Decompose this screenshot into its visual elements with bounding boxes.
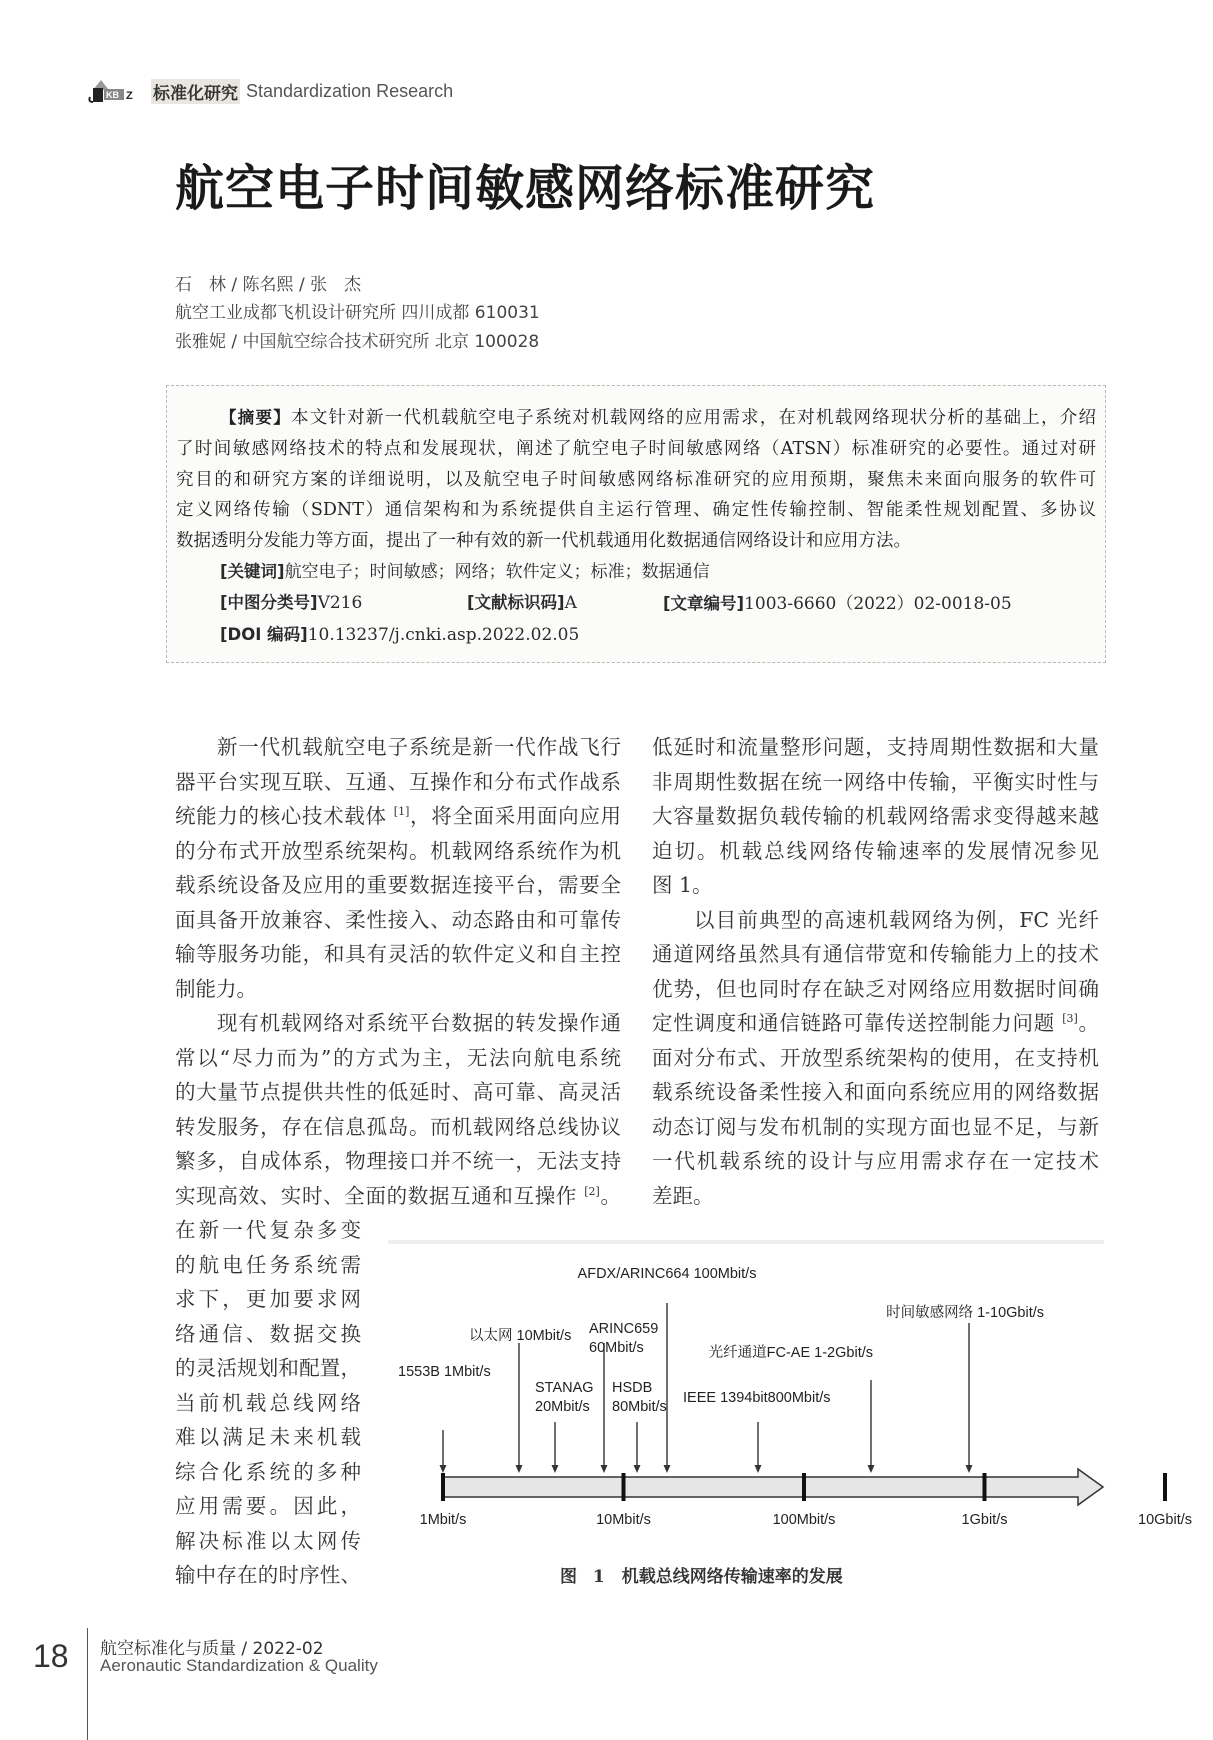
text-line: 络通信、数据交换 bbox=[175, 1321, 361, 1346]
doc-code-value: A bbox=[564, 593, 577, 613]
bus-arrow-head bbox=[755, 1465, 762, 1473]
abstract-line bbox=[220, 404, 1096, 429]
text-line: 输中存在的时序性、 bbox=[175, 1563, 361, 1587]
keywords-label: [关键词] bbox=[220, 562, 285, 581]
article-no-label: [文章编号] bbox=[663, 594, 745, 613]
document-code bbox=[467, 589, 577, 613]
bus-arrow-head bbox=[868, 1465, 875, 1473]
text-line: 求下，更加要求网 bbox=[175, 1287, 361, 1311]
journal-name-cn: 航空标准化与质量 / 2022-02 bbox=[100, 1639, 324, 1659]
figure-1-timeline bbox=[388, 1240, 1192, 1560]
text-line: 现有机载网络对系统平台数据的转发操作通 bbox=[217, 1011, 621, 1035]
text-line: 输等服务功能，和具有灵活的软件定义和自主控 bbox=[175, 942, 621, 966]
text-line: 器平台实现互联、互通、互操作和分布式作战系 bbox=[175, 769, 621, 794]
abstract-label: 【摘要】 bbox=[220, 408, 291, 427]
text-line: 通道网络虽然具有通信带宽和传输能力上的技术 bbox=[652, 942, 1099, 966]
bus-arrow-head bbox=[516, 1465, 523, 1473]
section-name-en: Standardization Research bbox=[246, 80, 454, 101]
text-line: 常以“尽力而为”的方式为主，无法向航电系统 bbox=[175, 1045, 621, 1070]
bus-label: HSDB bbox=[612, 1380, 653, 1396]
citation: [3] bbox=[1062, 1012, 1078, 1025]
clc-value: V216 bbox=[317, 593, 363, 613]
axis-tick-label: 10Gbit/s bbox=[1138, 1512, 1192, 1528]
text-line: 解决标准以太网传 bbox=[175, 1528, 361, 1553]
running-header bbox=[87, 78, 453, 104]
text-line: 动态订阅与发布机制的实现方面也显不足，与新 bbox=[652, 1114, 1099, 1139]
bus-arrow-head bbox=[634, 1465, 641, 1473]
bus-label: IEEE 1394bit800Mbit/s bbox=[683, 1390, 831, 1406]
text-line: 载系统设备及应用的重要数据连接平台，需要全 bbox=[175, 873, 621, 897]
bus-label: 时间敏感网络 1-10Gbit/s bbox=[886, 1305, 1044, 1321]
text-line: 难以满足未来机载 bbox=[175, 1425, 361, 1449]
text-line: 在新一代复杂多变 bbox=[175, 1218, 361, 1242]
text-line: 优势，但也同时存在缺乏对网络应用数据时间确 bbox=[652, 976, 1099, 1001]
text-line: 统能力的核心技术载体 [1]，将全面采用面向应用 bbox=[175, 804, 621, 828]
abstract-line: 究目的和研究方案的详细说明，以及航空电子时间敏感网络标准研究的应用预期，聚焦未来面向服务的软件可 bbox=[176, 470, 1096, 490]
article-title: 航空电子时间敏感网络标准研究 bbox=[175, 160, 876, 217]
bus-label: 20Mbit/s bbox=[535, 1399, 590, 1415]
timeline-axis-arrow bbox=[443, 1469, 1103, 1505]
text-line: 面对分布式、开放型系统架构的使用，在支持机 bbox=[652, 1045, 1099, 1070]
text-line: 实现高效、实时、全面的数据互通和互操作 [2]。 bbox=[175, 1183, 622, 1208]
text-line: 面具备开放兼容、柔性接入、动态路由和可靠传 bbox=[175, 907, 621, 932]
affiliation-1: 航空工业成都飞机设计研究所 四川成都 610031 bbox=[175, 303, 540, 323]
figure-caption: 图 1 机载总线网络传输速率的发展 bbox=[560, 1567, 843, 1587]
axis-tick bbox=[802, 1473, 806, 1501]
bus-label: 以太网 10Mbit/s bbox=[469, 1328, 572, 1344]
affiliation-2: 张雅妮 / 中国航空综合技术研究所 北京 100028 bbox=[175, 332, 540, 352]
clc-number bbox=[220, 589, 362, 613]
text-line: 一代机载系统的设计与应用需求存在一定技术 bbox=[652, 1149, 1099, 1173]
text-line: 综合化系统的多种 bbox=[175, 1459, 361, 1484]
text-line: 的分布式开放型系统架构。机载网络系统作为机 bbox=[175, 838, 621, 863]
abstract-text: 本文针对新一代机载航空电子系统对机载网络的应用需求，在对机载网络现状分析的基础上，介绍 bbox=[291, 408, 1096, 428]
text-line: 载系统设备柔性接入和面向系统应用的网络数据 bbox=[652, 1080, 1099, 1104]
footer-divider bbox=[87, 1628, 88, 1740]
abstract-line: 数据透明分发能力等方面，提出了一种有效的新一代机载通用化数据通信网络设计和应用方法。 bbox=[176, 531, 911, 551]
axis-tick bbox=[1163, 1473, 1167, 1501]
text-line: 新一代机载航空电子系统是新一代作战飞行 bbox=[217, 735, 621, 759]
text-line: 应用需要。因此， bbox=[175, 1494, 361, 1518]
citation: [1] bbox=[393, 805, 410, 818]
text-line: 大容量数据负载传输的机载网络需求变得越来越 bbox=[652, 804, 1099, 828]
citation: [2] bbox=[584, 1184, 600, 1198]
axis-tick-label: 100Mbit/s bbox=[772, 1512, 836, 1528]
keywords bbox=[220, 557, 710, 582]
bus-label: 60Mbit/s bbox=[589, 1340, 644, 1356]
journal-name-en: Aeronautic Standardization & Quality bbox=[100, 1656, 378, 1675]
doi bbox=[220, 621, 579, 645]
bus-arrow-head bbox=[552, 1465, 559, 1473]
bus-label: AFDX/ARINC664 100Mbit/s bbox=[577, 1266, 757, 1282]
axis-tick bbox=[983, 1473, 987, 1501]
text-line: 的大量节点提供共性的低延时、高可靠、高灵活 bbox=[175, 1080, 621, 1104]
bus-label: 光纤通道FC-AE 1-2Gbit/s bbox=[708, 1345, 873, 1361]
doc-code-label: [文献标识码] bbox=[467, 593, 565, 612]
text-line: 的灵活规划和配置， bbox=[175, 1356, 361, 1380]
text-line: 当前机载总线网络 bbox=[175, 1390, 361, 1415]
text-line: 迫切。机载总线网络传输速率的发展情况参见 bbox=[652, 838, 1099, 863]
article-no-value: 1003-6660（2022）02-0018-05 bbox=[744, 594, 1012, 614]
text-line: 低延时和流量整形问题，支持周期性数据和大量 bbox=[652, 735, 1099, 759]
abstract-line: 定义网络传输（SDNT）通信架构和为系统提供自主运行管理、确定性传输控制、智能柔性规划配置、多协议 bbox=[176, 500, 1096, 520]
journal-logo bbox=[87, 78, 145, 104]
clc-label: [中图分类号] bbox=[220, 593, 318, 612]
text-line: 非周期性数据在统一网络中传输，平衡实时性与 bbox=[652, 769, 1099, 794]
svg-text:KB: KB bbox=[106, 90, 119, 100]
text-line: 以目前典型的高速机载网络为例，FC 光纤 bbox=[694, 907, 1099, 932]
svg-text:Z: Z bbox=[126, 90, 133, 102]
text-line: 制能力。 bbox=[175, 976, 257, 1001]
bus-label: STANAG bbox=[535, 1380, 594, 1396]
doi-value: 10.13237/j.cnki.asp.2022.02.05 bbox=[307, 625, 580, 645]
text-line: 图 1。 bbox=[652, 873, 713, 897]
abstract-line: 了时间敏感网络技术的特点和发展现状，阐述了航空电子时间敏感网络（ATSN）标准研究的必要性。通过对研 bbox=[176, 439, 1096, 459]
text-line: 转发服务，存在信息孤岛。而机载网络总线协议 bbox=[175, 1114, 621, 1139]
text-line: 定性调度和通信链路可靠传送控制能力问题 [3]。 bbox=[652, 1011, 1100, 1035]
axis-tick bbox=[622, 1473, 626, 1501]
text-line: 的航电任务系统需 bbox=[175, 1252, 361, 1277]
axis-tick-label: 10Mbit/s bbox=[596, 1512, 651, 1528]
text-line: 繁多，自成体系，物理接口并不统一，无法支持 bbox=[175, 1149, 621, 1173]
axis-tick-label: 1Gbit/s bbox=[961, 1512, 1008, 1528]
bus-label: ARINC659 bbox=[589, 1321, 659, 1337]
bus-arrow-head bbox=[966, 1465, 973, 1473]
axis-tick-label: 1Mbit/s bbox=[419, 1512, 467, 1528]
keywords-value: 航空电子；时间敏感；网络；软件定义；标准；数据通信 bbox=[284, 562, 710, 582]
section-name-cn: 标准化研究 bbox=[151, 79, 240, 104]
bus-label: 1553B 1Mbit/s bbox=[398, 1364, 491, 1380]
bus-arrow-head bbox=[440, 1465, 447, 1473]
authors: 石 林 / 陈名熙 / 张 杰 bbox=[175, 275, 362, 295]
abstract-box bbox=[166, 385, 1106, 663]
axis-tick bbox=[441, 1473, 445, 1501]
text-line: 差距。 bbox=[652, 1183, 714, 1208]
figure-top-band bbox=[388, 1240, 1104, 1244]
doi-label: [DOI 编码] bbox=[220, 625, 308, 644]
article-number bbox=[663, 589, 1012, 614]
page-number: 18 bbox=[33, 1638, 69, 1674]
bus-arrow-head bbox=[664, 1465, 671, 1473]
bus-arrow-head bbox=[601, 1465, 608, 1473]
bus-label: 80Mbit/s bbox=[612, 1399, 667, 1415]
